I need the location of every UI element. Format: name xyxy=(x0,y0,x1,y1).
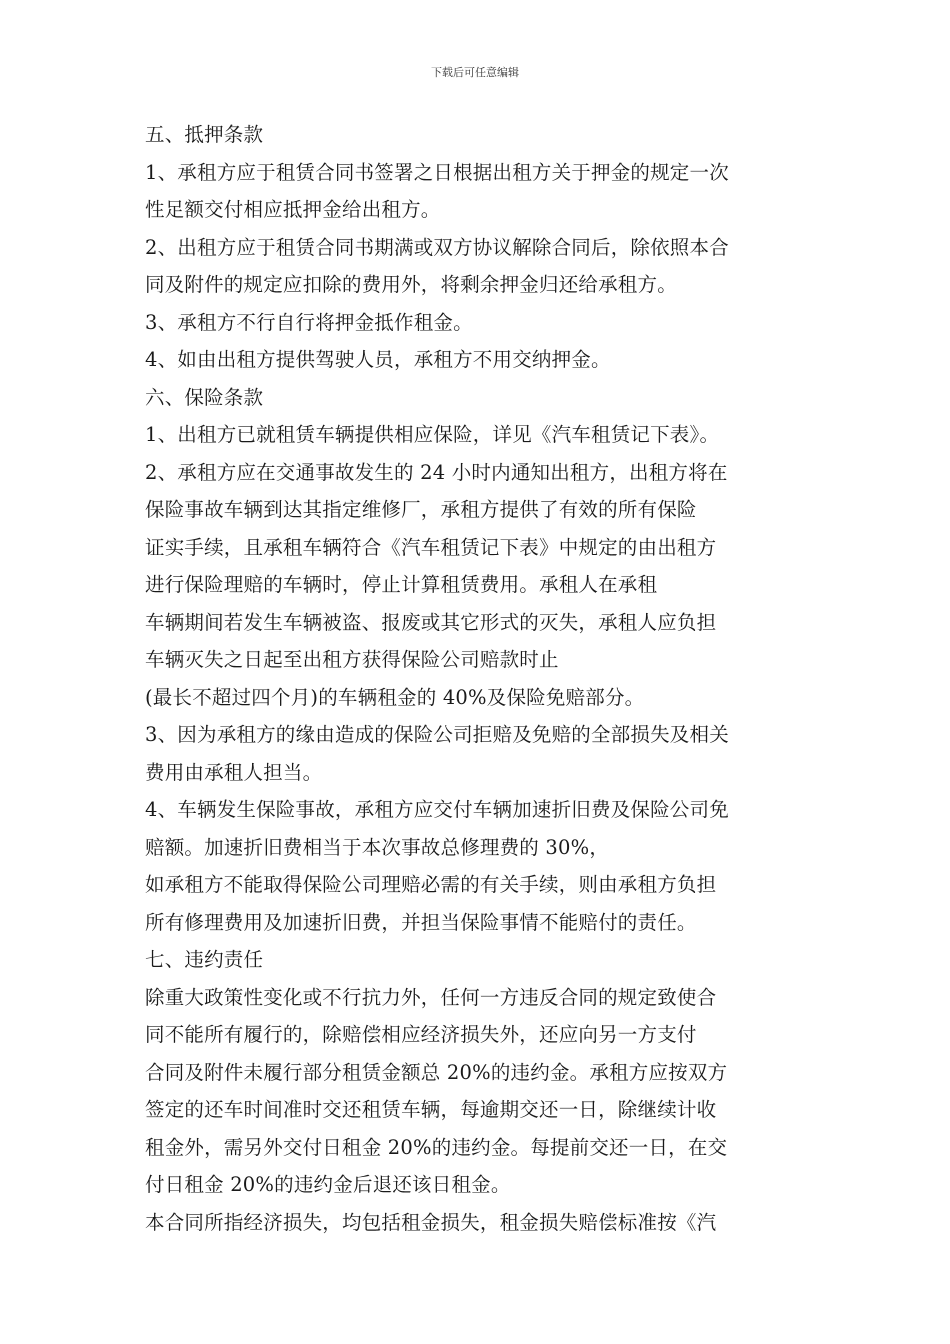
text-line: 性足额交付相应抵押金给出租方。 xyxy=(145,198,441,221)
section-heading-liability: 七、违约责任 xyxy=(145,948,264,971)
text-line: 1、承租方应于租赁合同书签署之日根据出租方关于押金的规定一次 xyxy=(145,160,729,184)
text-line: (最长不超过四个月)的车辆租金的 40%及保险免赔部分。 xyxy=(145,685,645,709)
text-line: 赔额。加速折旧费相当于本次事故总修理费的 30%， xyxy=(145,835,610,859)
text-line: 证实手续，且承租车辆符合《汽车租赁记下表》中规定的由出租方 xyxy=(145,535,717,559)
text-line: 进行保险理赔的车辆时，停止计算租赁费用。承租人在承租 xyxy=(145,573,658,596)
text-line: 1、出租方已就租赁车辆提供相应保险，详见《汽车租赁记下表》。 xyxy=(145,423,720,446)
text-line: 付日租金 20%的违约金后退还该日租金。 xyxy=(145,1173,511,1196)
text-line: 同及附件的规定应扣除的费用外，将剩余押金归还给承租方。 xyxy=(145,273,677,296)
text-line: 同不能所有履行的，除赔偿相应经济损失外，还应向另一方支付 xyxy=(145,1023,697,1046)
section-heading-mortgage: 五、抵押条款 xyxy=(145,123,264,146)
text-line: 3、承租方不行自行将押金抵作租金。 xyxy=(145,310,473,334)
text-line: 保险事故车辆到达其指定维修厂，承租方提供了有效的所有保险 xyxy=(145,498,697,521)
text-line: 车辆灭失之日起至出租方获得保险公司赔款时止 xyxy=(145,648,559,671)
text-line: 费用由承租人担当。 xyxy=(145,760,323,784)
text-line: 2、出租方应于租赁合同书期满或双方协议解除合同后，除依照本合 xyxy=(145,235,729,259)
text-line: 2、承租方应在交通事故发生的 24 小时内通知出租方，出租方将在 xyxy=(145,460,728,484)
text-line: 3、因为承租方的缘由造成的保险公司拒赔及免赔的全部损失及相关 xyxy=(145,723,729,746)
section-heading-insurance: 六、保险条款 xyxy=(145,385,264,409)
text-line: 车辆期间若发生车辆被盗、报废或其它形式的灭失，承租人应负担 xyxy=(145,610,717,634)
text-line: 所有修理费用及加速折旧费，并担当保险事情不能赔付的责任。 xyxy=(145,910,697,934)
text-line: 除重大政策性变化或不行抗力外，任何一方违反合同的规定致使合 xyxy=(145,985,717,1009)
text-line: 如承租方不能取得保险公司理赔必需的有关手续，则由承租方负担 xyxy=(145,873,717,896)
page-header: 下载后可任意编辑 xyxy=(431,66,519,79)
text-line: 租金外，需另外交付日租金 20%的违约金。每提前交还一日，在交 xyxy=(145,1135,728,1159)
text-line: 签定的还车时间准时交还租赁车辆，每逾期交还一日，除继续计收 xyxy=(145,1098,717,1121)
text-line: 4、车辆发生保险事故，承租方应交付车辆加速折旧费及保险公司免 xyxy=(145,798,729,821)
text-line: 本合同所指经济损失，均包括租金损失，租金损失赔偿标准按《汽 xyxy=(145,1210,717,1234)
text-line: 合同及附件未履行部分租赁金额总 20%的违约金。承租方应按双方 xyxy=(145,1060,728,1084)
text-line: 4、如由出租方提供驾驶人员，承租方不用交纳押金。 xyxy=(145,348,611,371)
document-body xyxy=(145,116,815,1241)
